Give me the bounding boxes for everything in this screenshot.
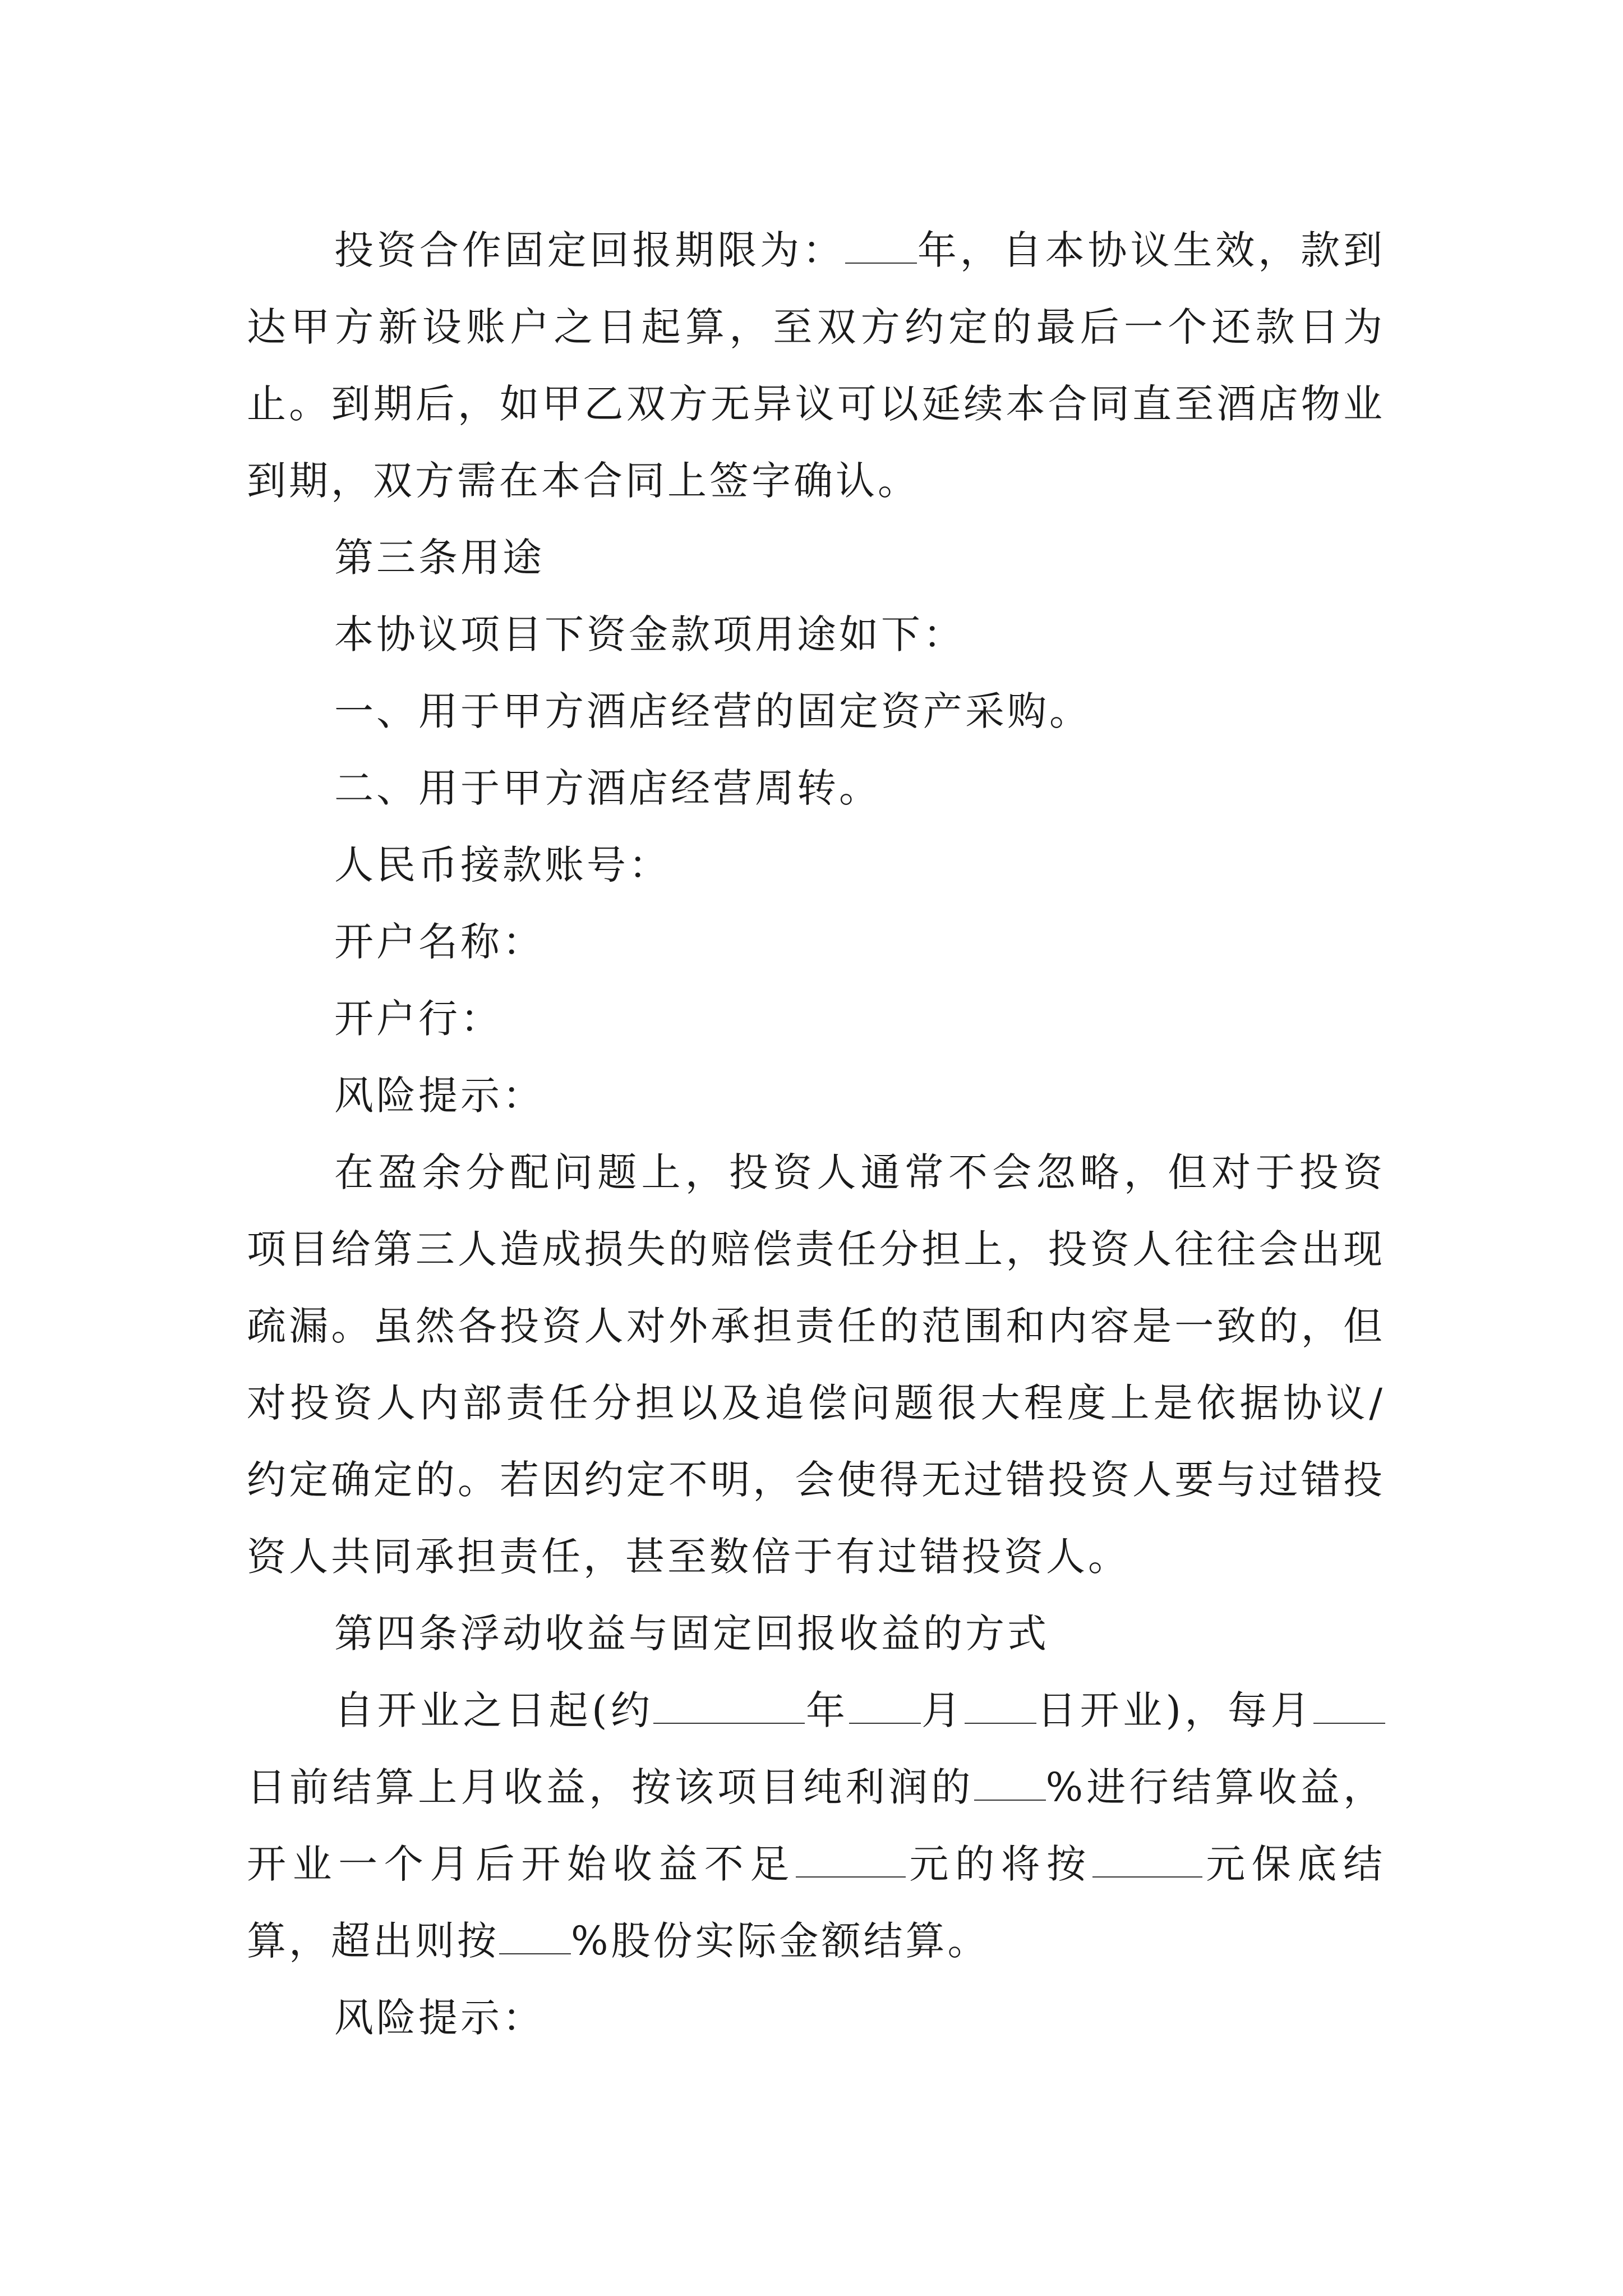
minimum-amount-blank[interactable] xyxy=(796,1843,906,1878)
settlement-text-7: 元的将按 xyxy=(905,1841,1092,1887)
return-period-text-end: 年，自本协议生效，款到达甲方新设账户之日起算，至双方约定的最后一个还款日为止。到期后，如甲乙双方无异议可以延续本合同直至酒店物业到期，双方需在本合同上签字确认。 xyxy=(247,227,1386,504)
settlement-text-6: %进行结算收益，开业一个月后开始收益不足 xyxy=(247,1764,1385,1887)
settlement-text-3: 月 xyxy=(920,1687,965,1733)
opening-day-blank[interactable] xyxy=(965,1689,1036,1724)
paragraph-return-period xyxy=(247,212,1385,519)
article-3-title: 第三条用途 xyxy=(334,535,545,581)
opening-month-blank[interactable] xyxy=(849,1689,921,1724)
account-name-label: 开户名称： xyxy=(334,919,545,965)
paragraph-settlement xyxy=(247,1672,1385,1980)
share-percent-blank[interactable] xyxy=(499,1920,571,1954)
risk-text-1: 在盈余分配问题上，投资人通常不会忽略，但对于投资项目给第三人造成损失的赔偿责任分担上，投资人往往会出现疏漏。虽然各投资人对外承担责任的范围和内容是一致的，但对投资人内部责任分担以及追偿问题很大程度上是依据协议/约定确定的。若因约定不明，会使得无过错投资人要与过错投资人共同承担责任，甚至数倍于有过错投资人。 xyxy=(247,1149,1385,1580)
use-item-1: 一、用于甲方酒店经营的固定资产采购。 xyxy=(334,688,1091,734)
risk-label-2: 风险提示： xyxy=(334,1995,545,2041)
settlement-day-blank[interactable] xyxy=(1313,1689,1385,1724)
article-4-title: 第四条浮动收益与固定回报收益的方式 xyxy=(334,1611,1049,1657)
risk-label-1: 风险提示： xyxy=(334,1073,545,1119)
settlement-text-4: 日开业)，每月 xyxy=(1036,1687,1314,1733)
bank-label: 开户行： xyxy=(334,996,502,1042)
settlement-text-5: 日前结算上月收益，按该项目纯利润的 xyxy=(247,1764,974,1810)
settlement-text-9: %股份实际金额结算。 xyxy=(571,1918,990,1964)
document-body xyxy=(247,212,1385,2056)
opening-year-blank[interactable] xyxy=(653,1689,805,1724)
return-years-blank[interactable] xyxy=(845,229,917,264)
profit-percent-blank[interactable] xyxy=(974,1766,1046,1801)
settlement-text-1: 自开业之日起(约 xyxy=(334,1687,654,1733)
return-period-text-start: 投资合作固定回报期限为： xyxy=(334,227,845,273)
settlement-text-8: 元保底结算，超出则按 xyxy=(247,1841,1386,1964)
settlement-text-2: 年 xyxy=(805,1687,849,1733)
account-number-label: 人民币接款账号： xyxy=(334,842,671,888)
use-item-2: 二、用于甲方酒店经营周转。 xyxy=(334,765,881,811)
guaranteed-amount-blank[interactable] xyxy=(1092,1843,1202,1878)
article-3-intro: 本协议项目下资金款项用途如下： xyxy=(334,611,965,657)
